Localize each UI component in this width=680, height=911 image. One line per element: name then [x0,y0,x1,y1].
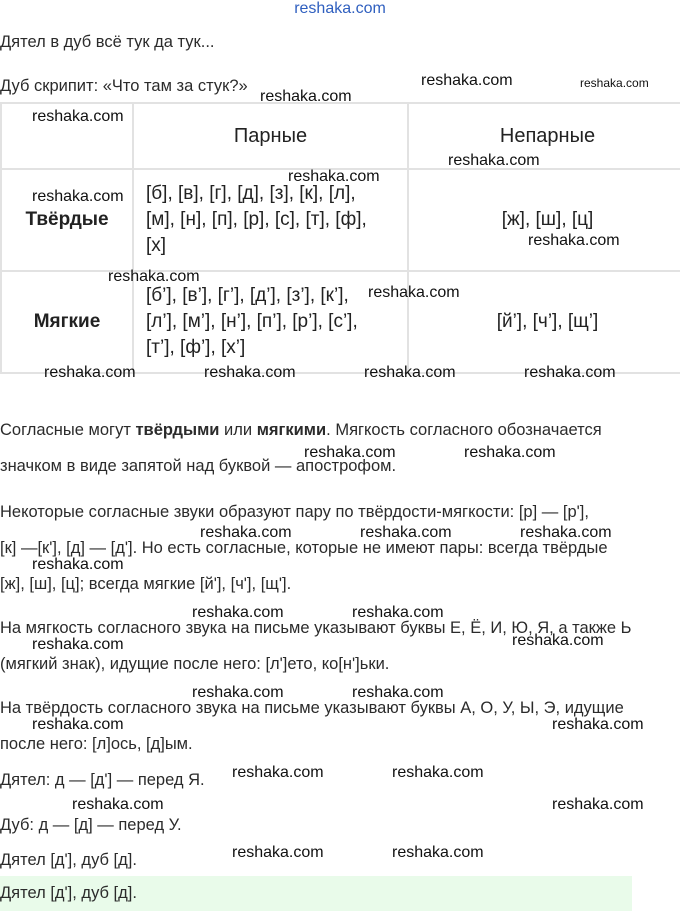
para1-line2: значком в виде запятой над буквой — апострофом. [0,457,397,475]
watermark: reshaka.com [392,844,484,861]
watermark: reshaka.com [352,684,444,701]
watermark: reshaka.com [32,108,124,125]
para4-line2: после него: [л]ось, [д]ым. [0,735,193,753]
watermark: reshaka.com [304,444,396,461]
watermark: reshaka.com [32,716,124,733]
watermark: reshaka.com [360,524,452,541]
watermark: reshaka.com [232,764,324,781]
watermark: reshaka.com [204,364,296,381]
para2-line2: [к] —[к'], [д] — [д']. Но есть согласные, которые не имеют пары: всегда твёрдые [0,539,608,557]
watermark: reshaka.com [368,284,460,301]
para2-line3: [ж], [ш], [ц]; всегда мягкие [й'], [ч'], [щ']. [0,575,292,593]
row-label-soft: Мягкие [1,271,133,373]
answer-text: Дятел [д'], дуб [д]. [0,884,137,902]
watermark: reshaka.com [520,524,612,541]
answer-box [0,876,632,911]
example-line-2: Дуб: д — [д] — перед У. [0,816,182,834]
para1-line1: Согласные могут твёрдыми или мягкими. Мягкость согласного обозначается [0,421,602,439]
soft-unpaired-cell: [й’], [ч’], [щ’] [408,271,680,373]
watermark: reshaka.com [32,556,124,573]
watermark: reshaka.com [32,188,124,205]
hard-paired-cell: [б], [в], [г], [д], [з], [к], [л], [м], [н], [п], [р], [с], [т], [ф], [х] [133,169,408,271]
watermark: reshaka.com [464,444,556,461]
poem-line-1: Дятел в дуб всё тук да тук... [0,33,215,51]
watermark: reshaka.com [108,268,200,285]
watermark: reshaka.com [260,88,352,105]
watermark: reshaka.com [32,636,124,653]
watermark: reshaka.com [421,72,513,89]
watermark: reshaka.com [552,796,644,813]
watermark: reshaka.com [524,364,616,381]
header-unpaired: Непарные [408,103,680,169]
watermark: reshaka.com [448,152,540,169]
para3-line1: На мягкость согласного звука на письме указывают буквы Е, Ё, И, Ю, Я, а также Ь [0,619,632,637]
watermark: reshaka.com [352,604,444,621]
example-line-3: Дятел [д'], дуб [д]. [0,851,137,869]
watermark: reshaka.com [200,524,292,541]
site-header[interactable]: reshaka.com [294,0,386,17]
watermark: reshaka.com [512,632,604,649]
watermark: reshaka.com [192,684,284,701]
para3-line2: (мягкий знак), идущие после него: [л']ето, ко[н']ьки. [0,655,390,673]
para2-line1: Некоторые согласные звуки образуют пару по твёрдости-мягкости: [р] — [р'], [0,503,589,521]
watermark: reshaka.com [232,844,324,861]
soft-paired-cell: [б’], [в’], [г’], [д’], [з’], [к’], [л’], [м’], [н’], [п’], [р’], [с’], [т’], [ф’], [х’] [133,271,408,373]
row-label-hard: Твёрдые [1,169,133,271]
watermark: reshaka.com [392,764,484,781]
watermark: reshaka.com [288,168,380,185]
watermark: reshaka.com [364,364,456,381]
example-line-1: Дятел: д — [д'] — перед Я. [0,771,205,789]
watermark: reshaka.com [44,364,136,381]
hard-unpaired-cell: [ж], [ш], [ц] [408,169,680,271]
watermark: reshaka.com [580,76,649,90]
poem-line-2: Дуб скрипит: «Что там за стук?» [0,77,248,95]
watermark: reshaka.com [192,604,284,621]
para4-line1: На твёрдость согласного звука на письме указывают буквы А, О, У, Ы, Э, идущие [0,699,624,717]
header-paired: Парные [133,103,408,169]
watermark: reshaka.com [528,232,620,249]
watermark: reshaka.com [72,796,164,813]
watermark: reshaka.com [552,716,644,733]
